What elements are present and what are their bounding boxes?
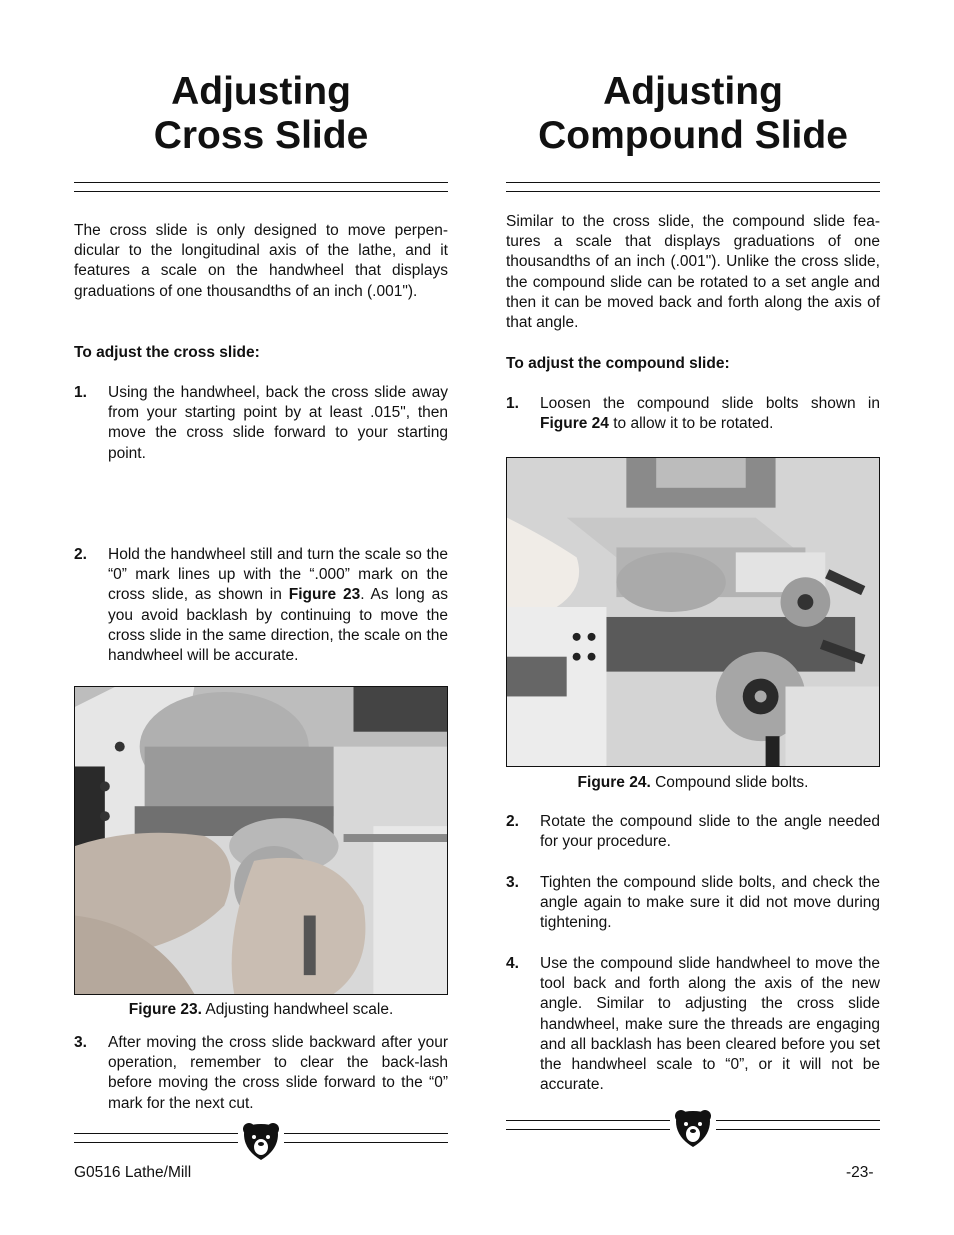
- right-title: Adjusting Compound Slide: [538, 70, 848, 157]
- left-subhead: To adjust the cross slide:: [74, 344, 260, 361]
- left-title-rule: [74, 182, 448, 192]
- grizzly-bear-logo-icon: [240, 1120, 282, 1162]
- left-step-2: 2. Hold the handwheel still and turn the scale so the “0” mark lines up with the “.000” mark on the cross slide, as shown in Figure 23. As long as you avoid backlash by continuing to move the cross slide in the same direction, the scale on the handwheel will be accurate.: [74, 546, 448, 665]
- left-step-3: 3. After moving the cross slide backward after your operation, remember to clear the back-lash before moving the cross slide forward to the “0” mark for the next cut.: [74, 1034, 448, 1112]
- left-bottom-rule-b: [284, 1133, 448, 1143]
- footer-model: G0516 Lathe/Mill: [74, 1164, 192, 1181]
- right-intro: Similar to the cross slide, the compound slide fea-tures a scale that displays graduations of one thousandths of an inch (.001"). Unlike the cross slide, the compound slide can be rotated to a set angle and then it can be moved back and forth along the axis of that angle.: [506, 213, 880, 332]
- grizzly-bear-logo-icon: [672, 1107, 714, 1149]
- figure-24-ref: Figure 24: [540, 415, 609, 433]
- figure-24-caption: Figure 24. Compound slide bolts.: [577, 774, 809, 791]
- right-title-rule: [506, 182, 880, 192]
- right-step-4: 4. Use the compound slide handwheel to move the tool back and forth along the axis of the new angle. Similar to adjusting the cross slide handwheel, make sure the threads are engaging and all backlash has been cleared before you set the handwheel scale to “0”, or it will not be accurate.: [506, 955, 880, 1094]
- figure-23-photo: [74, 686, 448, 995]
- right-subhead: To adjust the compound slide:: [506, 355, 730, 372]
- right-step-1: 1. Loosen the compound slide bolts shown in Figure 24 to allow it to be rotated.: [506, 395, 880, 433]
- figure-24-photo: [506, 457, 880, 767]
- left-bottom-rule-a: [74, 1133, 238, 1143]
- handwheel-photo-illustration: [75, 687, 447, 994]
- left-intro: The cross slide is only designed to move perpen-dicular to the longitudinal axis of the lathe, and it features a scale on the handwheel that displays graduations of one thousandths of an inch (.001").: [74, 222, 448, 300]
- compound-slide-photo-illustration: [507, 458, 879, 766]
- right-bottom-rule-b: [716, 1120, 880, 1130]
- left-title: Adjusting Cross Slide: [153, 70, 369, 157]
- figure-23-ref: Figure 23: [288, 586, 361, 604]
- right-step-3: 3. Tighten the compound slide bolts, and check the angle again to make sure it did not move during tightening.: [506, 874, 880, 932]
- left-step-1: 1. Using the handwheel, back the cross slide away from your starting point by at least .015", then move the cross slide forward to your starting point.: [74, 384, 448, 462]
- right-bottom-rule-a: [506, 1120, 670, 1130]
- footer-page-number: -23-: [846, 1164, 874, 1181]
- right-step-2: 2. Rotate the compound slide to the angle needed for your procedure.: [506, 813, 880, 851]
- figure-23-caption: Figure 23. Adjusting handwheel scale.: [128, 1001, 394, 1018]
